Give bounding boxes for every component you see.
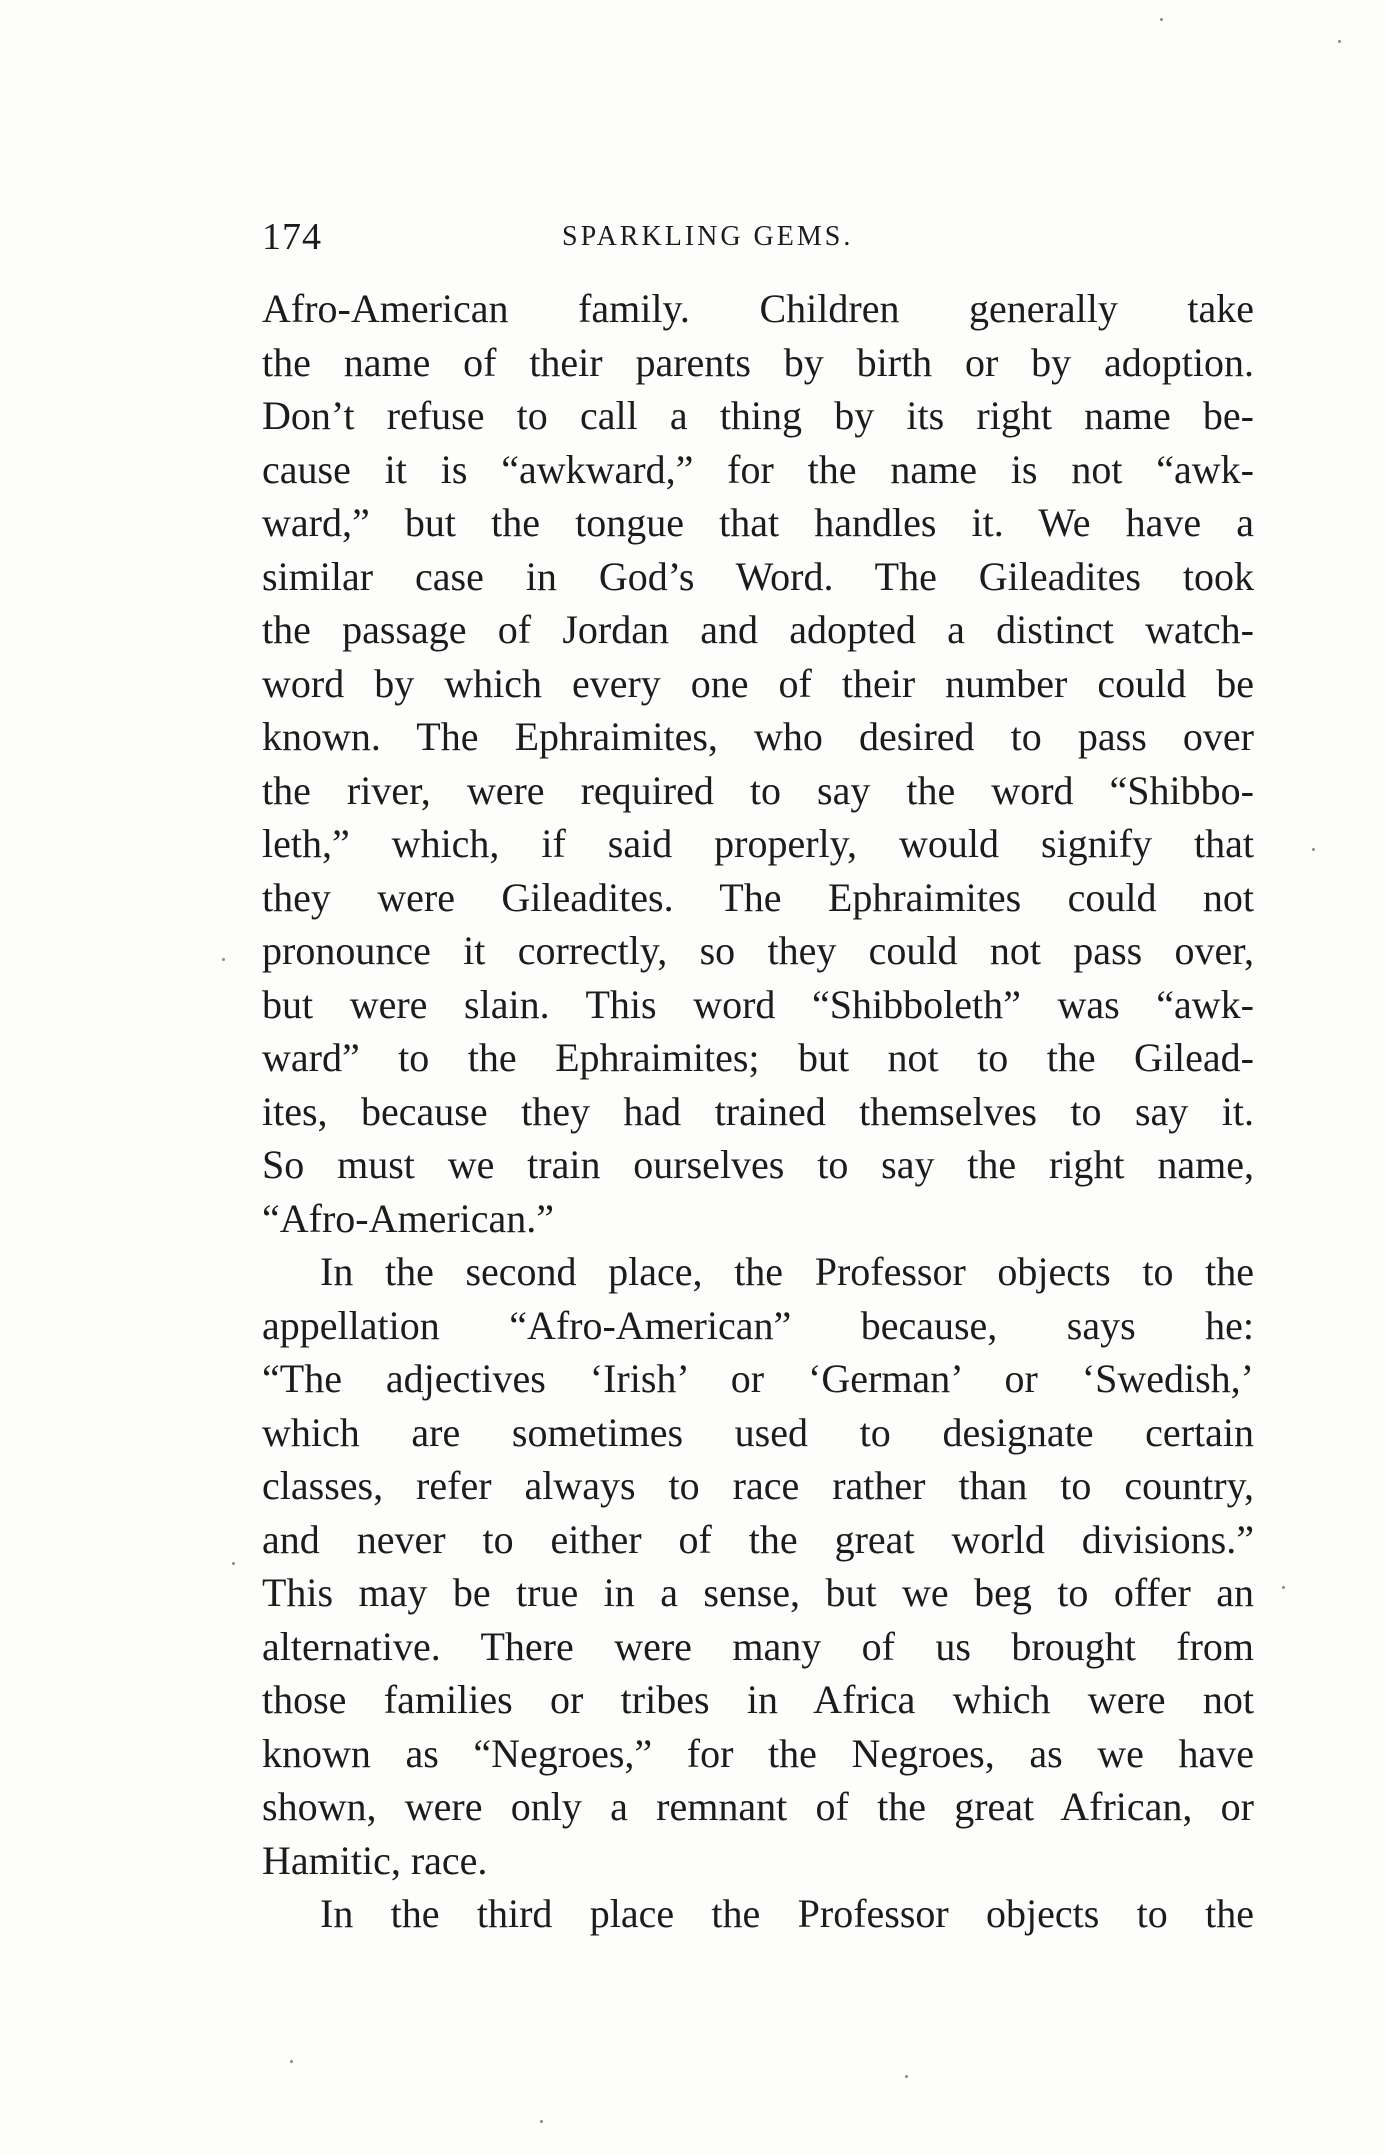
scan-speck bbox=[232, 1562, 235, 1565]
text-line: ites, because they had trained themselves to say it. bbox=[262, 1088, 1254, 1134]
scan-speck bbox=[1312, 848, 1315, 851]
text-line: So must we train ourselves to say the right name, bbox=[262, 1142, 1254, 1187]
text-line: and never to either of the great world divisions.” bbox=[262, 1516, 1254, 1562]
text-line: pronounce it correctly, so they could not pass over, bbox=[262, 928, 1254, 973]
text-line: Hamitic, race. bbox=[262, 1837, 488, 1883]
running-title: SPARKLING GEMS. bbox=[562, 221, 854, 252]
body-text bbox=[262, 282, 1254, 1941]
text-line: Don’t refuse to call a thing by its right name be- bbox=[262, 393, 1254, 438]
text-line: ward” to the Ephraimites; but not to the Gilead- bbox=[262, 1035, 1254, 1080]
paragraph-1 bbox=[262, 282, 1254, 1245]
scan-speck bbox=[540, 2120, 543, 2123]
text-line: they were Gileadites. The Ephraimites could not bbox=[262, 874, 1254, 920]
text-line: “Afro-American.” bbox=[262, 1195, 555, 1241]
text-line: appellation “Afro-American” because, says he: bbox=[262, 1302, 1254, 1348]
text-line: the river, were required to say the word “Shibbo- bbox=[262, 767, 1254, 813]
text-line: shown, were only a remnant of the great African, or bbox=[262, 1784, 1254, 1829]
scan-speck bbox=[1160, 18, 1163, 21]
text-line: but were slain. This word “Shibboleth” was “awk- bbox=[262, 981, 1254, 1027]
text-line: cause it is “awkward,” for the name is not “awk- bbox=[262, 446, 1254, 492]
text-line: In the second place, the Professor objects to the bbox=[320, 1249, 1254, 1294]
scan-speck bbox=[1282, 1586, 1285, 1589]
text-line: the name of their parents by birth or by adoption. bbox=[262, 339, 1254, 385]
scan-speck bbox=[905, 2075, 908, 2078]
paragraph-2 bbox=[262, 1245, 1254, 1887]
text-line: word by which every one of their number could be bbox=[262, 660, 1254, 706]
text-line: alternative. There were many of us brought from bbox=[262, 1623, 1254, 1669]
running-head bbox=[262, 212, 1252, 262]
text-line: those families or tribes in Africa which were not bbox=[262, 1677, 1254, 1722]
text-line: This may be true in a sense, but we beg to offer an bbox=[262, 1570, 1254, 1615]
paragraph-3 bbox=[262, 1887, 1254, 1941]
text-line: classes, refer always to race rather than to country, bbox=[262, 1463, 1254, 1508]
text-line: known. The Ephraimites, who desired to pass over bbox=[262, 714, 1254, 759]
scan-speck bbox=[290, 2060, 293, 2063]
text-line: similar case in God’s Word. The Gileadites took bbox=[262, 553, 1254, 599]
text-line: known as “Negroes,” for the Negroes, as we have bbox=[262, 1730, 1254, 1776]
scan-speck bbox=[222, 958, 225, 961]
text-line: the passage of Jordan and adopted a distinct watch- bbox=[262, 607, 1254, 652]
text-line: In the third place the Professor objects to the bbox=[320, 1891, 1254, 1936]
text-line: ward,” but the tongue that handles it. We have a bbox=[262, 500, 1254, 545]
text-line: “The adjectives ‘Irish’ or ‘German’ or ‘Swedish,’ bbox=[262, 1356, 1254, 1401]
text-line: leth,” which, if said properly, would signify that bbox=[262, 821, 1254, 866]
text-line: Afro-American family. Children generally take bbox=[262, 286, 1254, 331]
scan-speck bbox=[1338, 40, 1341, 43]
text-line: which are sometimes used to designate certain bbox=[262, 1409, 1254, 1455]
page-number: 174 bbox=[262, 216, 322, 258]
